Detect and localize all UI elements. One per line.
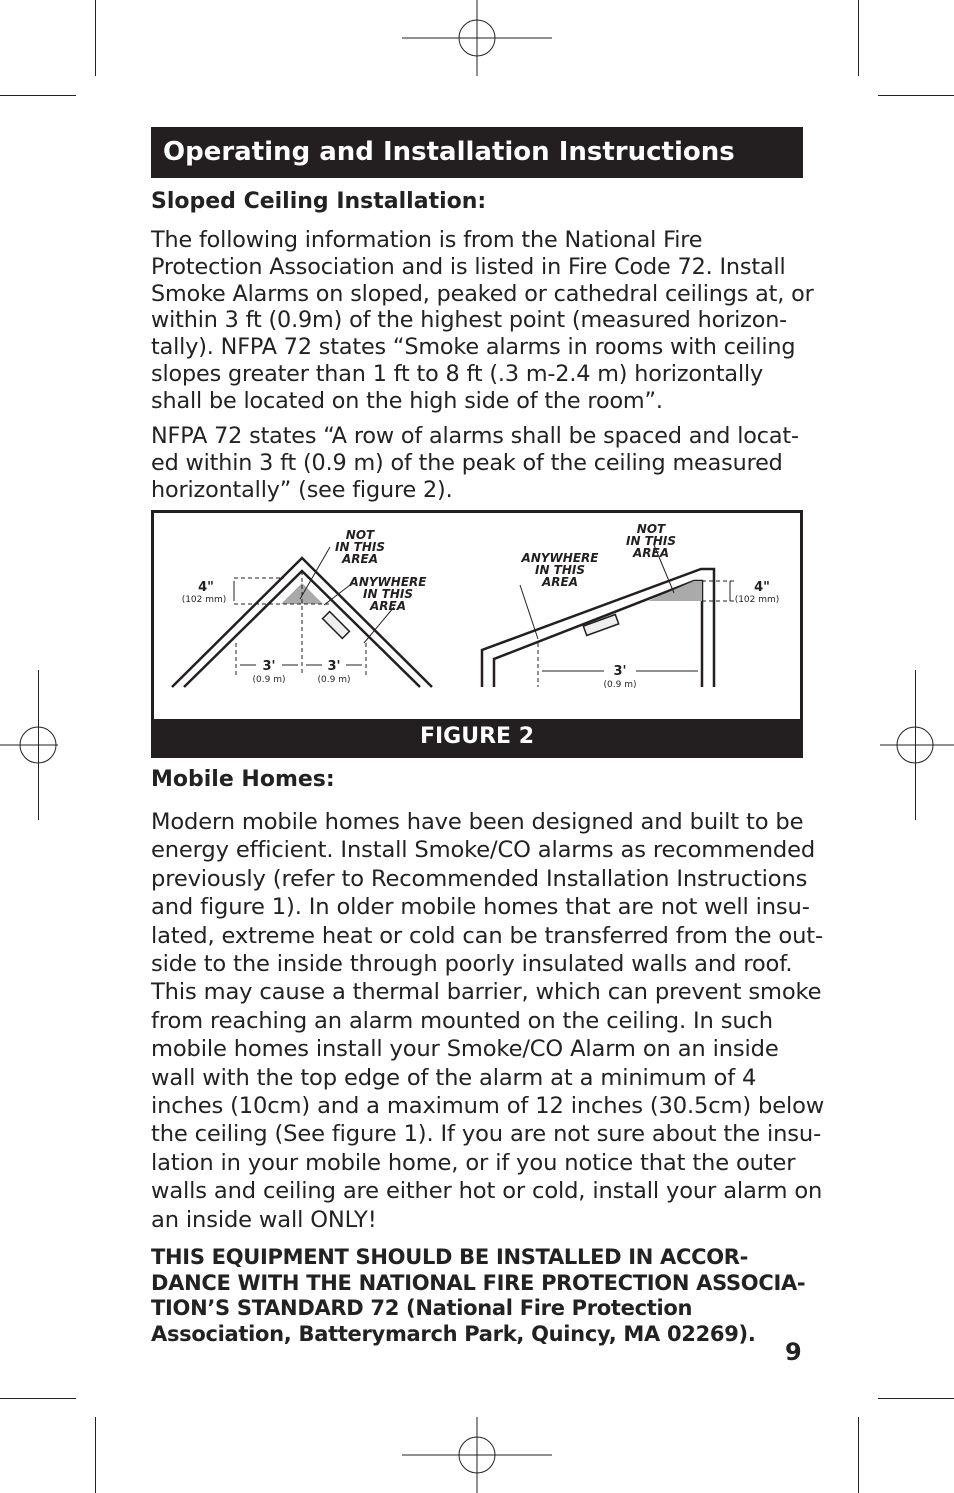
text-line: from reaching an alarm mounted on the ceiling. In such xyxy=(151,1007,773,1034)
figure-2 xyxy=(151,510,803,758)
text-line: wall with the top edge of the alarm at a minimum of 4 xyxy=(151,1064,757,1091)
text-line: walls and ceiling are either hot or cold, install your alarm on xyxy=(151,1178,823,1205)
text-line: Protection Association and is listed in Fire Code 72. Install xyxy=(151,253,786,280)
right-3ft-m-label: (0.9 m) xyxy=(603,680,637,690)
right-anywhere-area-label: AREA xyxy=(541,575,579,589)
left-anywhere-area-label: IN THIS xyxy=(362,587,414,601)
text-line: the ceiling (See figure 1). If you are not sure about the insu- xyxy=(151,1121,822,1148)
page-number: 9 xyxy=(785,1338,802,1366)
text-line: NFPA 72 states “A row of alarms shall be spaced and locat- xyxy=(151,423,799,449)
left-4in-label: 4" xyxy=(198,580,214,595)
right-not-area-label: IN THIS xyxy=(625,534,677,548)
text-line: lated, extreme heat or cold can be transferred from the out- xyxy=(151,922,823,949)
text-line: mobile homes install your Smoke/CO Alarm on an inside xyxy=(151,1036,779,1063)
left-not-area-label: IN THIS xyxy=(334,540,386,554)
text-line: shall be located on the high side of the room”. xyxy=(151,387,663,414)
sloped-ceiling-paragraph-2 xyxy=(151,423,811,503)
text-line: lation in your mobile home, or if you notice that the outer xyxy=(151,1149,796,1176)
sloped-ceiling-diagram xyxy=(154,513,800,719)
right-4in-mm-label: (102 mm) xyxy=(734,595,780,605)
right-anywhere-area-label: ANYWHERE xyxy=(521,551,599,565)
text-line: previously (refer to Recommended Installation Instructions xyxy=(151,865,808,892)
text-line: tally). NFPA 72 states “Smoke alarms in rooms with ceiling xyxy=(151,334,796,361)
right-not-area-label: NOT xyxy=(636,522,666,536)
left-4in-mm-label: (102 mm) xyxy=(181,595,227,605)
text-line: inches (10cm) and a maximum of 12 inches (30.5cm) below xyxy=(151,1093,825,1120)
sloped-ceiling-paragraph-1 xyxy=(151,227,814,415)
text-line: Association, Batterymarch Park, Quincy, MA 02269). xyxy=(151,1321,756,1346)
text-line: This may cause a thermal barrier, which can prevent smoke xyxy=(151,979,822,1006)
right-4in-label: 4" xyxy=(754,580,770,595)
text-line: energy efficient. Install Smoke/CO alarms as recommended xyxy=(151,837,816,864)
left-not-area-label: AREA xyxy=(341,552,379,566)
text-line: slopes greater than 1 ft to 8 ft (.3 m-2.4 m) horizontally xyxy=(151,360,764,387)
left-3ft-m-label: (0.9 m) xyxy=(317,675,351,685)
page-title: Operating and Installation Instructions xyxy=(163,137,735,167)
nfpa-warning xyxy=(151,1245,805,1347)
text-line: TION’S STANDARD 72 (National Fire Protection xyxy=(151,1296,693,1320)
text-line: ed within 3 ft (0.9 m) of the peak of the ceiling measured xyxy=(151,449,783,476)
right-anywhere-area-label: IN THIS xyxy=(534,563,586,577)
text-line: and figure 1). In older mobile homes that are not well insu- xyxy=(151,894,810,921)
text-line: DANCE WITH THE NATIONAL FIRE PROTECTION ASSOCIA- xyxy=(151,1270,806,1295)
left-anywhere-area-label: ANYWHERE xyxy=(349,575,427,589)
text-line: Modern mobile homes have been designed and built to be xyxy=(151,809,804,835)
right-3ft-label: 3' xyxy=(613,664,627,679)
section-header xyxy=(151,127,803,178)
sloped-ceiling-heading: Sloped Ceiling Installation: xyxy=(151,189,487,214)
left-3ft-label: 3' xyxy=(327,659,341,674)
text-line: an inside wall ONLY! xyxy=(151,1206,377,1233)
text-line: within 3 ft (0.9m) of the highest point (measured horizon- xyxy=(151,307,788,334)
left-anywhere-area-label: AREA xyxy=(369,599,407,613)
left-3ft-m-label: (0.9 m) xyxy=(252,675,286,685)
left-3ft-label: 3' xyxy=(262,659,276,674)
left-not-area-label: NOT xyxy=(345,528,375,542)
text-line: horizontally” (see figure 2). xyxy=(151,476,453,503)
text-line: THIS EQUIPMENT SHOULD BE INSTALLED IN ACCOR- xyxy=(151,1245,749,1269)
right-not-area-label: AREA xyxy=(632,546,670,560)
text-line: side to the inside through poorly insulated walls and roof. xyxy=(151,951,793,978)
text-line: The following information is from the National Fire xyxy=(151,227,703,253)
mobile-homes-heading: Mobile Homes: xyxy=(151,767,335,792)
figure-caption: FIGURE 2 xyxy=(154,719,800,755)
text-line: Smoke Alarms on sloped, peaked or cathedral ceilings at, or xyxy=(151,280,814,307)
mobile-homes-paragraph xyxy=(151,808,825,1234)
